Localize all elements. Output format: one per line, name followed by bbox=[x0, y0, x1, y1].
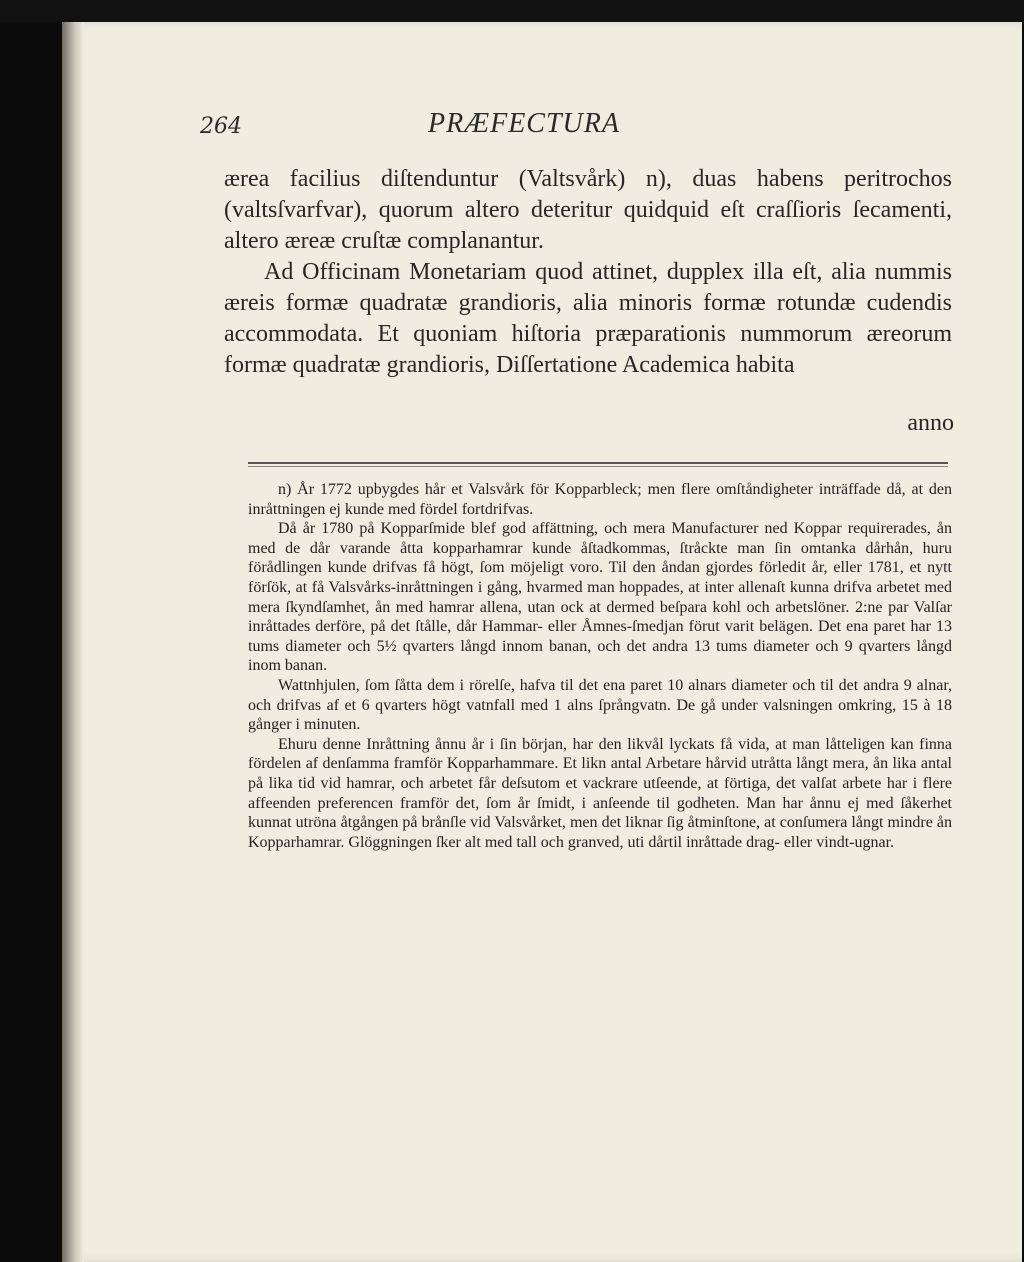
page-gutter bbox=[62, 22, 84, 1262]
running-title: PRÆFECTURA bbox=[428, 108, 620, 139]
footnote-paragraph: n) År 1772 upbygdes hår et Valsvårk för Kopparbleck; men flere omſtåndigheter inträffade då, at den inråttningen ej kunde med fördel fortdrifvas. bbox=[248, 481, 952, 518]
scan-top-border bbox=[0, 0, 1024, 22]
footnote-paragraph: Wattnhjulen, ſom ſåtta dem i rörelſe, hafva til det ena paret 10 alnars diameter och til det andra 9 alnar, och drifvas af et 6 qvarters högt vatnfall med 1 alns ſprångvatn. De gå under valsningen omkring, 15 à 18 gånger i minuten. bbox=[248, 676, 952, 734]
footnote-paragraph: Då år 1780 på Kopparſmide blef god affättning, och mera Manufacturer ned Koppar requirerades, ån med de dår varande åtta kopparhamrar kunde åſtadkommas, ſtråckte man ſin omtanka dårhån, huru förådlingen kunde drifvas få högt, ſom möjeligt voro. Til den åndan gjordes förledit år, eller 1781, et nytt förſök, at få Valsvårks-inråttningen i gång, hvarmed man hoppades, at inter allenaſt kunna drifva arbetet med mera ſkyndſamhet, ån med hamrar allena, utan ock at dermed beſpara kohl och arbetslöner. 2:ne par Valſar inråttades derföre, på det ſtålle, dår Hammar- eller Åmnes-ſmedjan förut varit belägen. Det ena paret har 13 tums diameter och 5½ qvarters långd innom banan, och det andra 13 tums diameter och 9 qvarters långd inom banan. bbox=[248, 520, 952, 675]
page-number: 264 bbox=[200, 114, 242, 139]
footnotes bbox=[248, 480, 952, 852]
footnote-paragraph: Ehuru denne Inråttning ånnu år i ſin början, har den likvål lyckats få vida, at man låtteligen kan finna fördelen af denſamma framför Kopparhammare. Et likn antal Arbetare hårvid utråtta långt mera, ån lika antal på lika tid vid hamrar, och arbetet får deſsutom et vackrare utſeende, at förtiga, det valſat arbete har i flere affeenden preferencen framför det, ſom år ſmidt, i anſeende til godheten. Man har ånnu ej med ſåkerhet kunnat utröna åtgången på brånſle vid Valsvårket, men det liknar ſig åtminſtone, at conſumera långt mindre ån Kopparhamrar. Glöggningen ſker alt med tall och granved, uti dårtil inråttade drag- eller vindt-ugnar. bbox=[248, 735, 952, 851]
footnote-divider-thin bbox=[248, 466, 948, 467]
footnote-divider bbox=[248, 462, 948, 464]
main-paragraph: Ad Officinam Monetariam quod attinet, dupplex illa eſt, alia nummis æreis formæ quadratæ grandioris, alia minoris formæ rotundæ cudendis accommodata. Et quoniam hiſtoria præparationis nummorum æreorum formæ quadratæ grandioris, Diſſertatione Academica habita bbox=[224, 259, 952, 378]
page-header bbox=[200, 108, 760, 148]
catchword: anno bbox=[907, 410, 954, 436]
main-text bbox=[224, 164, 952, 381]
main-paragraph: ærea facilius diſtenduntur (Valtsvårk) n), duas habens peritrochos (valtsſvarfvar), quorum altero deteritur quidquid eſt craſſioris ſecamenti, altero æreæ cruſtæ complanantur. bbox=[224, 166, 952, 254]
